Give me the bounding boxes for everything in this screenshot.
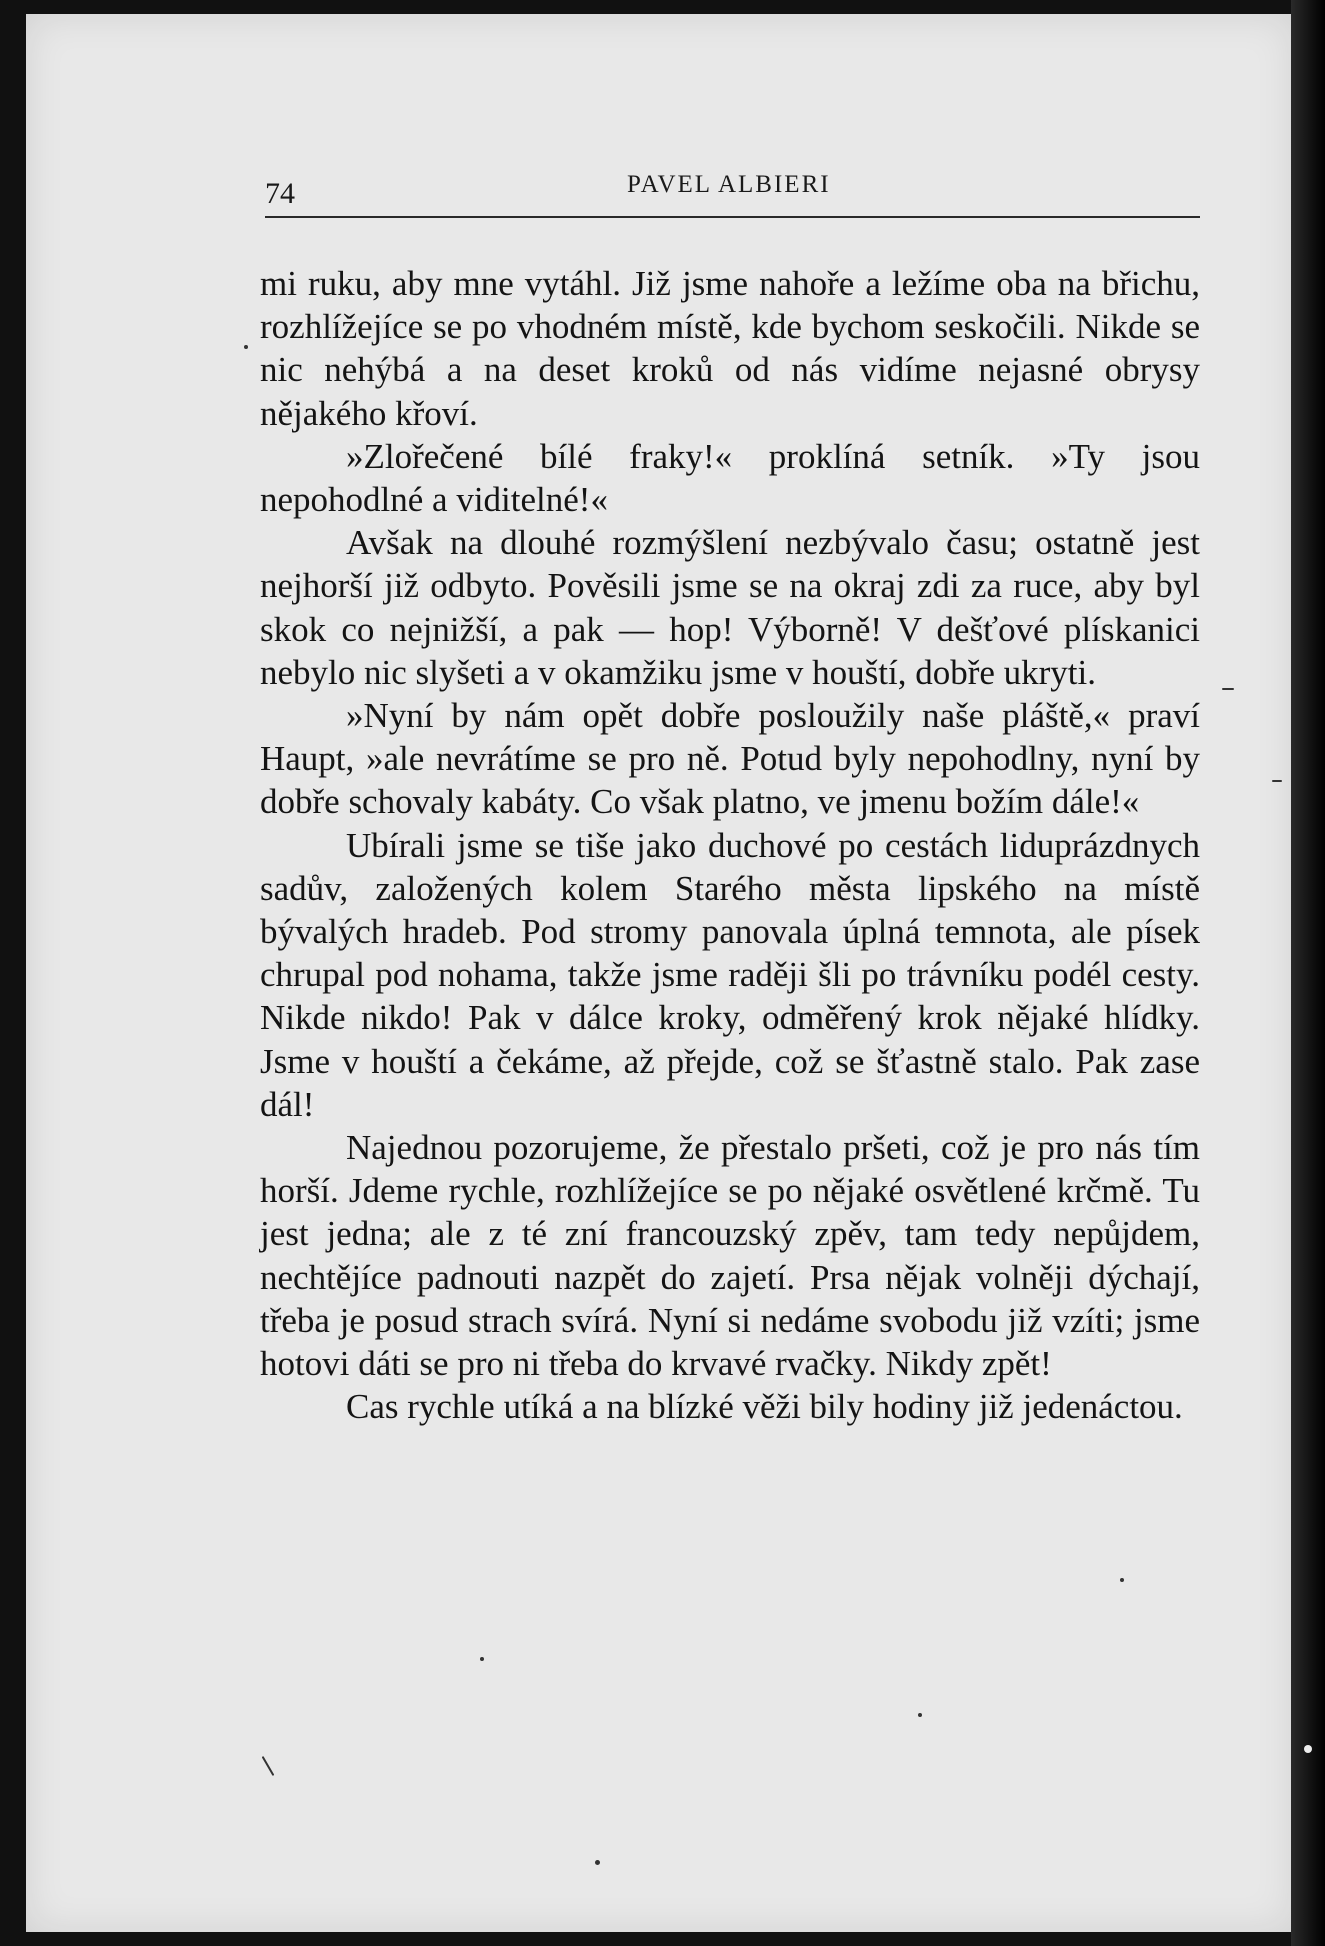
paragraph: Avšak na dlouhé rozmýšlení nezbývalo času; ostatně jest nejhorší již odbyto. Pověsili jsme se na okraj zdi za ruce, aby byl skok co nejnižší, a pak — hop! Výborně! V dešťové plískanici nebylo nic slyšeti a v okamžiku jsme v houští, dobře ukryti.: [260, 523, 1200, 692]
page-number: 74: [265, 177, 295, 210]
scan-speck: [1272, 780, 1282, 782]
paragraph: »Zlořečené bílé fraky!« proklíná setník. »Ty jsou nepohodlné a viditelné!«: [260, 436, 1200, 520]
scan-speck: [480, 1657, 484, 1661]
paragraph: Najednou pozorujeme, že přestalo pršeti, což je pro nás tím horší. Jdeme rychle, rozhlížejíce se po nějaké osvětlené krčmě. Tu jest jedna; ale z té zní francouzský zpěv, tam tedy nepůjdem, nechtějíce padnouti nazpět do zajetí. Prsa nějak volněji dýchají, třeba je posud strach svírá. Nyní si nedáme svobodu již vzíti; jsme hotovi dáti se pro ni třeba do krvavé rvačky. Nikdy zpět!: [260, 1128, 1200, 1384]
running-title: PAVEL ALBIERI: [627, 171, 831, 198]
scan-speck: [595, 1860, 600, 1865]
scan-speck: [244, 345, 248, 349]
scan-speck: [1120, 1578, 1124, 1582]
paragraph: mi ruku, aby mne vytáhl. Již jsme nahoře a ležíme oba na břichu, rozhlížejíce se po vhodném místě, kde bychom seskočili. Nikde se nic nehýbá a na deset kroků od nás vidíme nejasné obrysy nějakého křoví.: [260, 264, 1200, 433]
scan-speck: [1304, 1745, 1312, 1753]
paragraph: Cas rychle utíká a na blízké věži bily hodiny již jedenáctou.: [346, 1387, 1183, 1427]
scan-speck: [1222, 688, 1234, 690]
paragraph: »Nyní by nám opět dobře posloužily naše pláště,« praví Haupt, »ale nevrátíme se pro ně. Potud byly nepohodlny, nyní by dobře schovaly kabáty. Co však platno, ve jmenu božím dále!«: [260, 696, 1200, 822]
page-header: [265, 165, 1205, 217]
paragraph: Ubírali jsme se tiše jako duchové po cestách liduprázdnych sadův, založených kolem Starého města lipského na místě bývalých hradeb. Pod stromy panovala úplná temnota, ale písek chrupal pod nohama, takže jsme raději šli po trávníku podél cesty. Nikde nikdo! Pak v dálce kroky, odměřený krok nějaké hlídky. Jsme v houští a čekáme, až přejde, což se šťastně stalo. Pak zase dál!: [260, 825, 1200, 1124]
page-edge-shadow: [1291, 0, 1325, 1946]
body-text: [260, 262, 1200, 1428]
scan-speck: [918, 1713, 922, 1717]
header-rule: [265, 216, 1200, 218]
